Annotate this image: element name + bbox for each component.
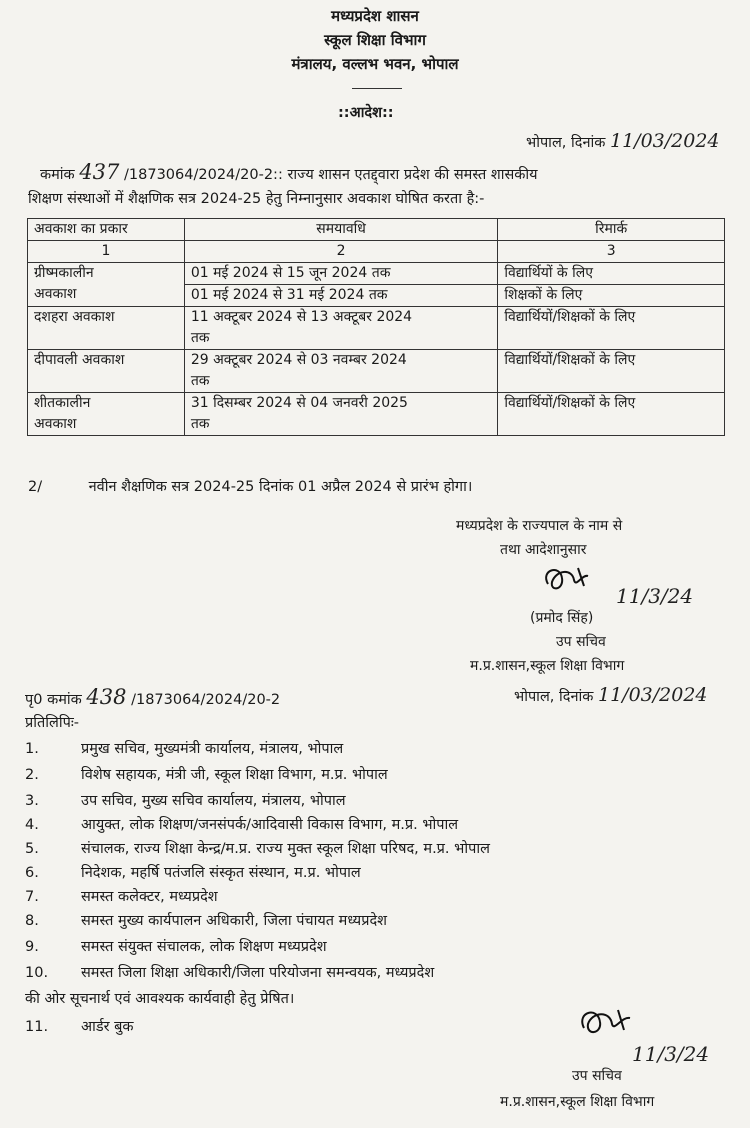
leave-type-cell: दीपावली अवकाश	[28, 350, 185, 393]
signatory-2-department: म.प्र.शासन,स्कूल शिक्षा विभाग	[500, 1094, 655, 1110]
period-cell	[184, 393, 497, 436]
leave-schedule-table	[27, 218, 725, 436]
leave-type-text-cont: अवकाश	[34, 416, 77, 432]
list-item	[25, 862, 361, 882]
list-item-text: समस्त मुख्य कार्यपालन अधिकारी, जिला पंचायत मध्यप्रदेश	[81, 913, 388, 929]
governor-name-line: मध्यप्रदेश के राज्यपाल के नाम से	[456, 518, 623, 534]
order-heading: ::आदेश::	[338, 105, 394, 121]
order-text-line: शिक्षण संस्थाओं में शैक्षणिक सत्र 2024-25 हेतु निम्नानुसार अवकाश घोषित करता है:-	[28, 191, 485, 207]
leave-type-summer: ग्रीष्मकालीन	[34, 265, 94, 281]
endorsement-date-label: भोपाल, दिनांक	[514, 689, 594, 705]
column-number: 2	[184, 241, 497, 263]
list-item	[25, 764, 388, 784]
signatory-designation: उप सचिव	[556, 634, 606, 650]
endorsement-prefix: पृ0 कमांक	[25, 692, 82, 708]
table-row	[28, 393, 725, 436]
remark-cell: विद्यार्थियों के लिए	[498, 263, 725, 285]
list-item	[25, 936, 327, 956]
leave-type-cell: दशहरा अवकाश	[28, 307, 185, 350]
period-cell	[184, 307, 497, 350]
endorsement-date-line	[514, 684, 708, 706]
order-number-prefix: कमांक	[40, 167, 75, 183]
remark-cell: विद्यार्थियों/शिक्षकों के लिए	[498, 307, 725, 350]
by-order-line: तथा आदेशानुसार	[500, 542, 587, 558]
table-row	[28, 307, 725, 350]
list-item	[25, 1016, 134, 1036]
list-item-text: संचालक, राज्य शिक्षा केन्द्र/म.प्र. राज्य मुक्त स्कूल शिक्षा परिषद, म.प्र. भोपाल	[81, 841, 490, 857]
period-cell: 01 मई 2024 से 15 जून 2024 तक	[184, 263, 497, 285]
header-state-govt: मध्यप्रदेश शासन	[331, 7, 419, 25]
leave-type-text: शीतकालीन	[34, 395, 91, 411]
list-item-number: 5.	[25, 841, 39, 857]
leave-type-cell	[28, 263, 185, 307]
endorsement-number-line	[25, 685, 280, 709]
endorsement-date-handwritten: 11/03/2024	[598, 684, 708, 706]
order-date-handwritten: 11/03/2024	[610, 130, 720, 152]
period-text-cont: तक	[190, 330, 210, 346]
signatory-department: म.प्र.शासन,स्कूल शिक्षा विभाग	[470, 658, 625, 674]
signature-1-date: 11/3/24	[616, 584, 694, 608]
period-cell	[184, 350, 497, 393]
list-item	[25, 814, 458, 834]
point-2-number: 2/	[28, 479, 43, 495]
list-item-text: समस्त संयुक्त संचालक, लोक शिक्षण मध्यप्रदेश	[81, 939, 327, 955]
table-column-number-row	[28, 241, 725, 263]
header-remark: रिमार्क	[498, 219, 725, 241]
list-item-number: 6.	[25, 865, 39, 881]
list-item-number: 7.	[25, 889, 39, 905]
list-item-number: 11.	[25, 1019, 49, 1035]
header-leave-type: अवकाश का प्रकार	[28, 219, 185, 241]
point-2	[28, 476, 472, 496]
period-text: 29 अक्टूबर 2024 से 03 नवम्बर 2024	[190, 352, 407, 368]
column-number: 3	[498, 241, 725, 263]
order-date-line	[526, 130, 720, 152]
list-item-text: प्रमुख सचिव, मुख्यमंत्री कार्यालय, मंत्रालय, भोपाल	[81, 741, 344, 757]
order-reference: /1873064/2024/20-2:: राज्य शासन एतद्द्वारा प्रदेश की समस्त शासकीय	[124, 167, 538, 183]
header-period: समयावधि	[184, 219, 497, 241]
list-item-number: 2.	[25, 767, 39, 783]
remark-cell: शिक्षकों के लिए	[498, 285, 725, 307]
list-item-text: समस्त जिला शिक्षा अधिकारी/जिला परियोजना समन्वयक, मध्यप्रदेश	[81, 965, 435, 981]
period-cell: 01 मई 2024 से 31 मई 2024 तक	[184, 285, 497, 307]
table-row	[28, 350, 725, 393]
period-text: 31 दिसम्बर 2024 से 04 जनवरी 2025	[190, 395, 408, 411]
copies-footer: की ओर सूचनार्थ एवं आवश्यक कार्यवाही हेतु प्रेषित।	[25, 991, 295, 1007]
list-item	[25, 790, 346, 810]
period-text-cont: तक	[190, 416, 210, 432]
list-item-number: 10.	[25, 965, 49, 981]
order-number-handwritten: 437	[79, 160, 120, 184]
header-address: मंत्रालय, वल्लभ भवन, भोपाल	[291, 55, 459, 73]
list-item-text: समस्त कलेक्टर, मध्यप्रदेश	[81, 889, 218, 905]
list-item-number: 8.	[25, 913, 39, 929]
point-2-text: नवीन शैक्षणिक सत्र 2024-25 दिनांक 01 अप्रैल 2024 से प्रारंभ होगा।	[88, 479, 473, 495]
endorsement-number-handwritten: 438	[86, 685, 127, 709]
list-item-text: आयुक्त, लोक शिक्षण/जनसंपर्क/आदिवासी विकास विभाग, म.प्र. भोपाल	[81, 817, 459, 833]
list-item-number: 3.	[25, 793, 39, 809]
list-item-text: निदेशक, महर्षि पतंजलि संस्कृत संस्थान, म.प्र. भोपाल	[81, 865, 361, 881]
list-item-text: आर्डर बुक	[81, 1019, 134, 1035]
order-number-line	[40, 160, 538, 184]
table-header-row	[28, 219, 725, 241]
order-date-label: भोपाल, दिनांक	[526, 135, 606, 151]
list-item-text: विशेष सहायक, मंत्री जी, स्कूल शिक्षा विभाग, म.प्र. भोपाल	[81, 767, 388, 783]
endorsement-reference: /1873064/2024/20-2	[131, 692, 281, 708]
list-item-text: उप सचिव, मुख्य सचिव कार्यालय, मंत्रालय, भोपाल	[81, 793, 346, 809]
signature-1-scribble-icon	[538, 560, 608, 600]
list-item	[25, 962, 434, 982]
list-item	[25, 886, 218, 906]
list-item	[25, 838, 490, 858]
signature-2-scribble-icon	[574, 1002, 648, 1044]
list-item-number: 9.	[25, 939, 39, 955]
leave-type-summer-2: अवकाश	[34, 286, 77, 302]
column-number: 1	[28, 241, 185, 263]
remark-cell: विद्यार्थियों/शिक्षकों के लिए	[498, 350, 725, 393]
copy-heading: प्रतिलिपिः-	[25, 715, 80, 731]
table-row	[28, 263, 725, 285]
signature-2-date: 11/3/24	[632, 1042, 710, 1066]
header-department: स्कूल शिक्षा विभाग	[324, 31, 426, 49]
remark-cell: विद्यार्थियों/शिक्षकों के लिए	[498, 393, 725, 436]
list-item	[25, 738, 343, 758]
period-text: 11 अक्टूबर 2024 से 13 अक्टूबर 2024	[190, 309, 413, 325]
period-text-cont: तक	[190, 373, 210, 389]
list-item-number: 1.	[25, 741, 39, 757]
list-item-number: 4.	[25, 817, 39, 833]
signatory-name: (प्रमोद सिंह)	[530, 610, 594, 626]
signatory-2-designation: उप सचिव	[572, 1068, 622, 1084]
header-divider	[352, 88, 402, 89]
list-item	[25, 910, 387, 930]
leave-type-cell	[28, 393, 185, 436]
